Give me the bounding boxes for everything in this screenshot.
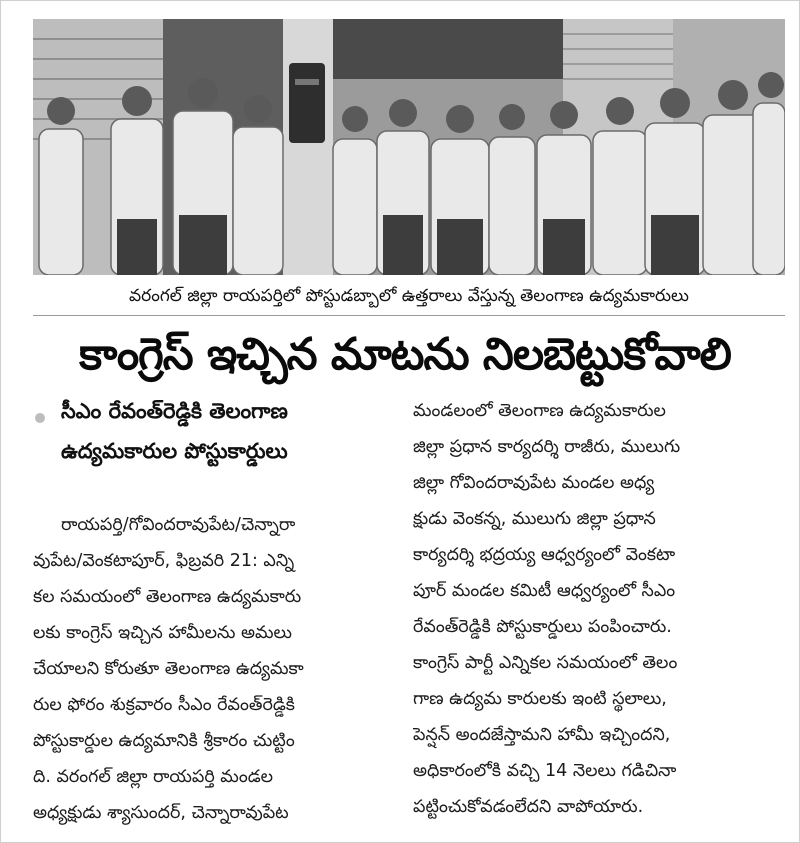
body-line: క్షుడు వెంకన్న, ములుగు జిల్లా ప్రధాన xyxy=(413,509,656,529)
bullet-icon xyxy=(35,413,45,423)
body-line: పట్టించుకోవడంలేదని వాపోయారు. xyxy=(413,797,644,817)
body-line: జిల్లా ప్రధాన కార్యదర్శి రాజీరు, ములుగు xyxy=(413,437,681,457)
body-line: పోస్టుకార్డుల ఉద్యమానికి శ్రీకారం చుట్టిం xyxy=(33,731,295,751)
divider xyxy=(33,315,785,316)
subheadline-line-2: ఉద్యమకారుల పోస్టుకార్డులు xyxy=(61,439,288,463)
body-line: కార్యదర్శి భద్రయ్య ఆధ్వర్యంలో వెంకటా xyxy=(413,545,676,565)
body-line: చేయాలని కోరుతూ తెలంగాణ ఉద్యమకా xyxy=(33,659,304,679)
body-line: రేవంత్‌రెడ్డికి పోస్టుకార్డులు పంపించారు. xyxy=(413,617,672,637)
body-line: గాణ ఉద్యమ కారులకు ఇంటి స్థలాలు, xyxy=(413,689,667,709)
news-photo-image xyxy=(33,19,785,275)
body-column-left xyxy=(33,507,385,831)
body-line: అధ్యక్షుడు శ్యాసుందర్, చెన్నారావుపేట xyxy=(33,803,289,823)
body-column-right xyxy=(413,393,785,825)
headline: కాంగ్రెస్ ఇచ్చిన మాటను నిలబెట్టుకోవాలి xyxy=(79,329,731,380)
body-line: పూర్ మండల కమిటీ ఆధ్వర్యంలో సీఎం xyxy=(413,581,676,601)
body-line: మండలంలో తెలంగాణ ఉద్యమకారుల xyxy=(413,401,666,421)
body-line: పెన్షన్ అందజేస్తామని హామీ ఇచ్చిందని, xyxy=(413,725,671,745)
body-line: కల సమయంలో తెలంగాణ ఉద్యమకారు xyxy=(33,587,302,607)
body-line: కాంగ్రెస్ పార్టీ ఎన్నికల సమయంలో తెలం xyxy=(413,653,678,673)
body-line: ది. వరంగల్ జిల్లా రాయపర్తి మండల xyxy=(33,767,274,787)
body-line: వుపేట/వెంకటాపూర్, ఫిబ్రవరి 21: ఎన్ని xyxy=(33,551,295,571)
body-line: అధికారంలోకి వచ్చి 14 నెలలు గడిచినా xyxy=(413,761,677,781)
body-line: లకు కాంగ్రెస్ ఇచ్చిన హామీలను అమలు xyxy=(33,623,292,643)
subheadline-line-1: సీఎం రేవంత్‌రెడ్డికి తెలంగాణ xyxy=(61,399,288,423)
news-photo xyxy=(33,19,785,275)
body-line: రుల ఫోరం శుక్రవారం సీఎం రేవంత్‌రెడ్డికి xyxy=(33,695,295,715)
photo-caption: వరంగల్ జిల్లా రాయపర్తిలో పోస్టుడబ్బాలో ఉత్తరాలు వేస్తున్న తెలంగాణ ఉద్యమకారులు xyxy=(129,286,689,306)
body-line: రాయపర్తి/గోవిందరావుపేట/చెన్నారా xyxy=(61,515,296,535)
body-line: జిల్లా గోవిందరావుపేట మండల అధ్య xyxy=(413,473,655,493)
